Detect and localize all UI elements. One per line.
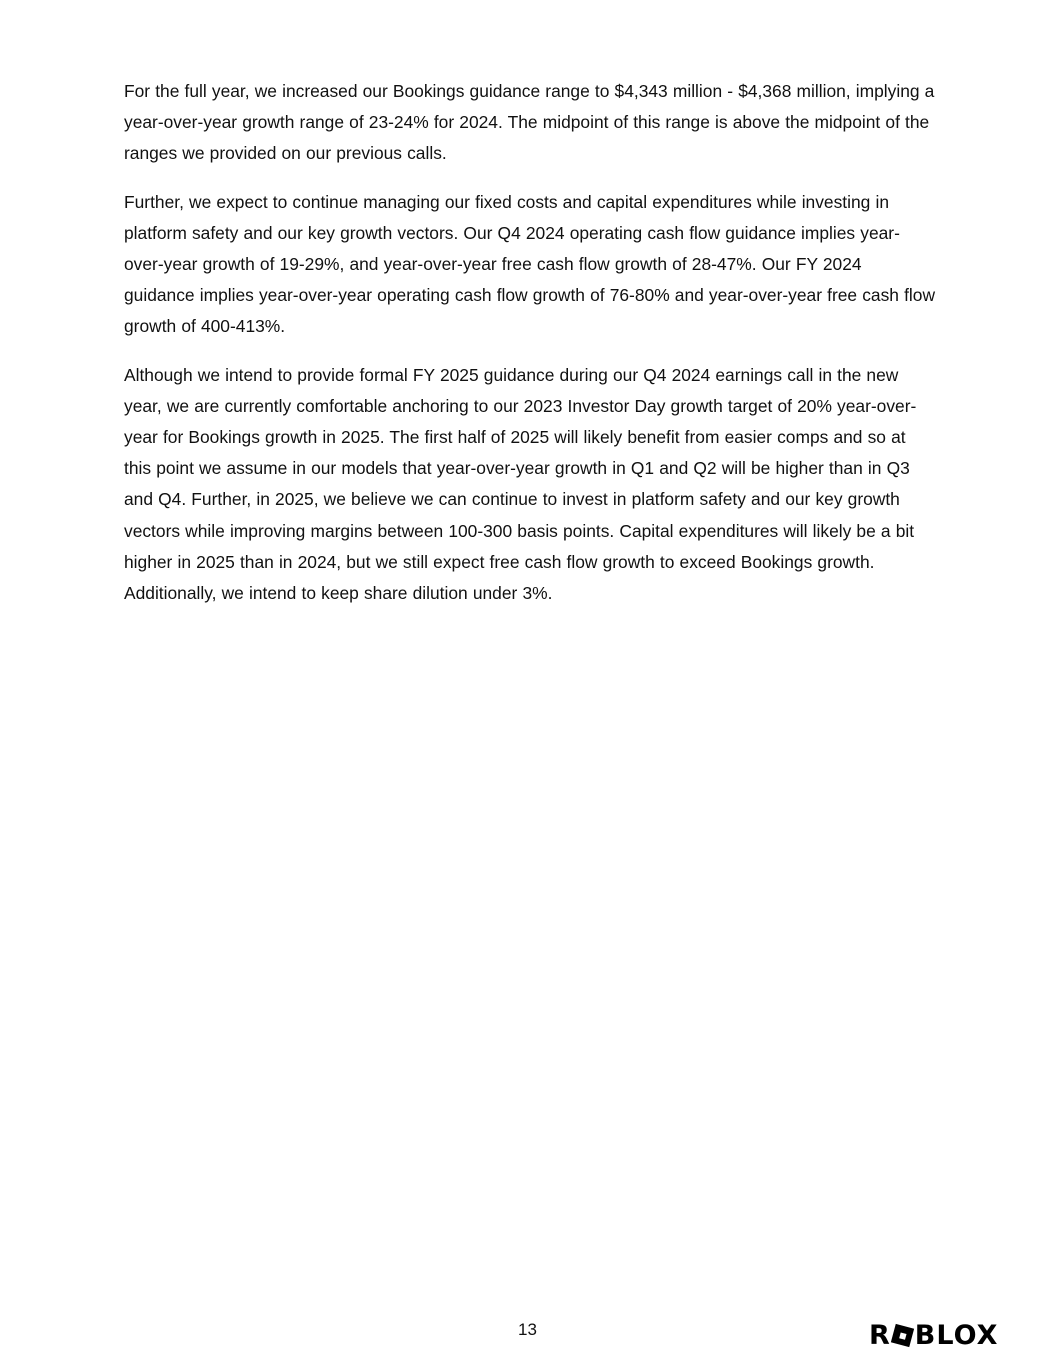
document-body	[124, 76, 936, 626]
paragraph-cash-flow-guidance: Further, we expect to continue managing our fixed costs and capital expenditures while investing in platform safety and our key growth vectors. Our Q4 2024 operating cash flow guidance implies year-over-year growth of 19-29%, and year-over-year free cash flow growth of 28-47%. Our FY 2024 guidance implies year-over-year operating cash flow growth of 76-80% and year-over-year free cash flow growth of 400-413%.	[124, 191, 936, 337]
logo-letter-r: R	[869, 1319, 891, 1351]
logo-letters-blox: BLOX	[914, 1319, 999, 1351]
logo-tilted-square-icon	[891, 1323, 914, 1346]
page-number: 13	[518, 1320, 537, 1339]
paragraph-bookings-guidance: For the full year, we increased our Bookings guidance range to $4,343 million - $4,368 million, implying a year-over-year growth range of 23-24% for 2024. The midpoint of this range is above the midpoint of the ranges we provided on our previous calls.	[124, 81, 935, 164]
paragraph-fy2025-outlook: Although we intend to provide formal FY 2025 guidance during our Q4 2024 earnings call in the new year, we are currently comfortable anchoring to our 2023 Investor Day growth target of 20% year-over-year for Bookings growth in 2025. The first half of 2025 will likely benefit from easier comps and so at this point we assume in our models that year-over-year growth in Q1 and Q2 will be higher than in Q3 and Q4. Further, in 2025, we believe we can continue to invest in platform safety and our key growth vectors while improving margins between 100-300 basis points. Capital expenditures will likely be a bit higher in 2025 than in 2024, but we still expect free cash flow growth to exceed Bookings growth. Additionally, we intend to keep share dilution under 3%.	[124, 364, 917, 604]
roblox-logo	[869, 1320, 1009, 1350]
